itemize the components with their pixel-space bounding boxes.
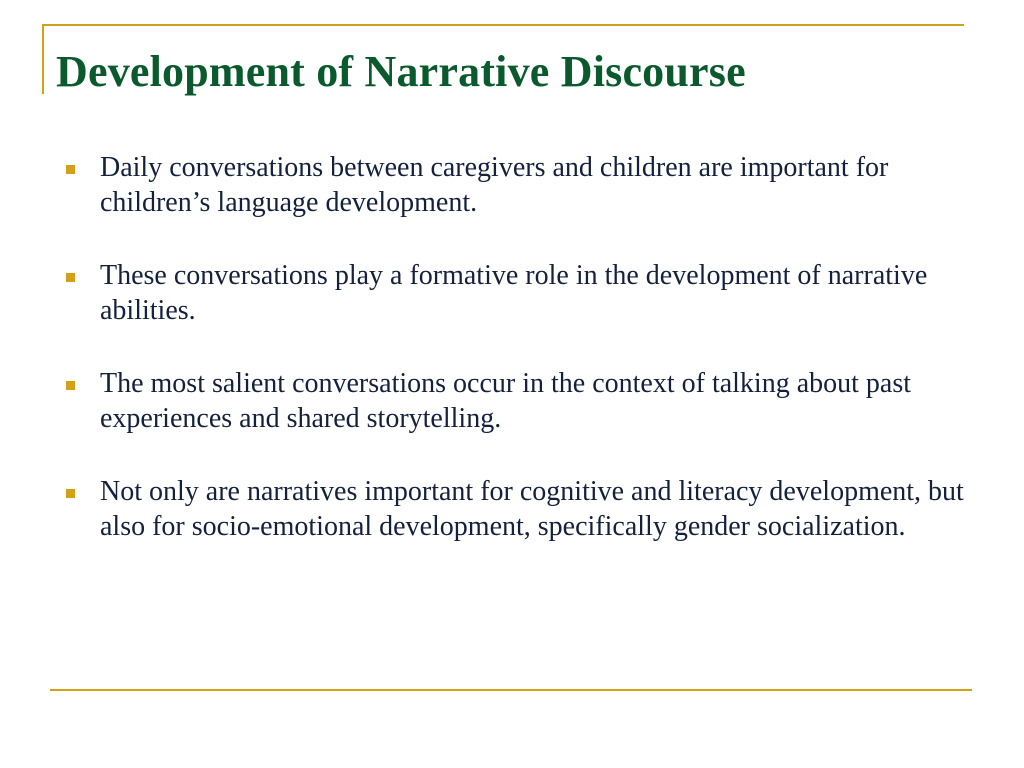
- slide-title: Development of Narrative Discourse: [56, 47, 746, 96]
- square-bullet-icon: [66, 165, 75, 174]
- bullet-text: The most salient conversations occur in the context of talking about past experiences and shared storytelling.: [100, 368, 912, 434]
- bottom-border-line: [50, 689, 972, 691]
- bullet-text: Not only are narratives important for cognitive and literacy development, but also for socio-emotional development, specifically gender socialization.: [100, 476, 964, 542]
- bullet-item: [64, 474, 964, 544]
- bullet-text: These conversations play a formative role in the development of narrative abilities.: [100, 260, 928, 326]
- bullet-item: [64, 366, 964, 436]
- bullet-list: [64, 150, 964, 582]
- bullet-item: [64, 150, 964, 220]
- top-border-line: [42, 24, 964, 26]
- left-border-line: [42, 24, 44, 94]
- bullet-item: [64, 258, 964, 328]
- square-bullet-icon: [66, 381, 75, 390]
- bullet-text: Daily conversations between caregivers and children are important for children’s language development.: [100, 152, 889, 218]
- square-bullet-icon: [66, 273, 75, 282]
- square-bullet-icon: [66, 489, 75, 498]
